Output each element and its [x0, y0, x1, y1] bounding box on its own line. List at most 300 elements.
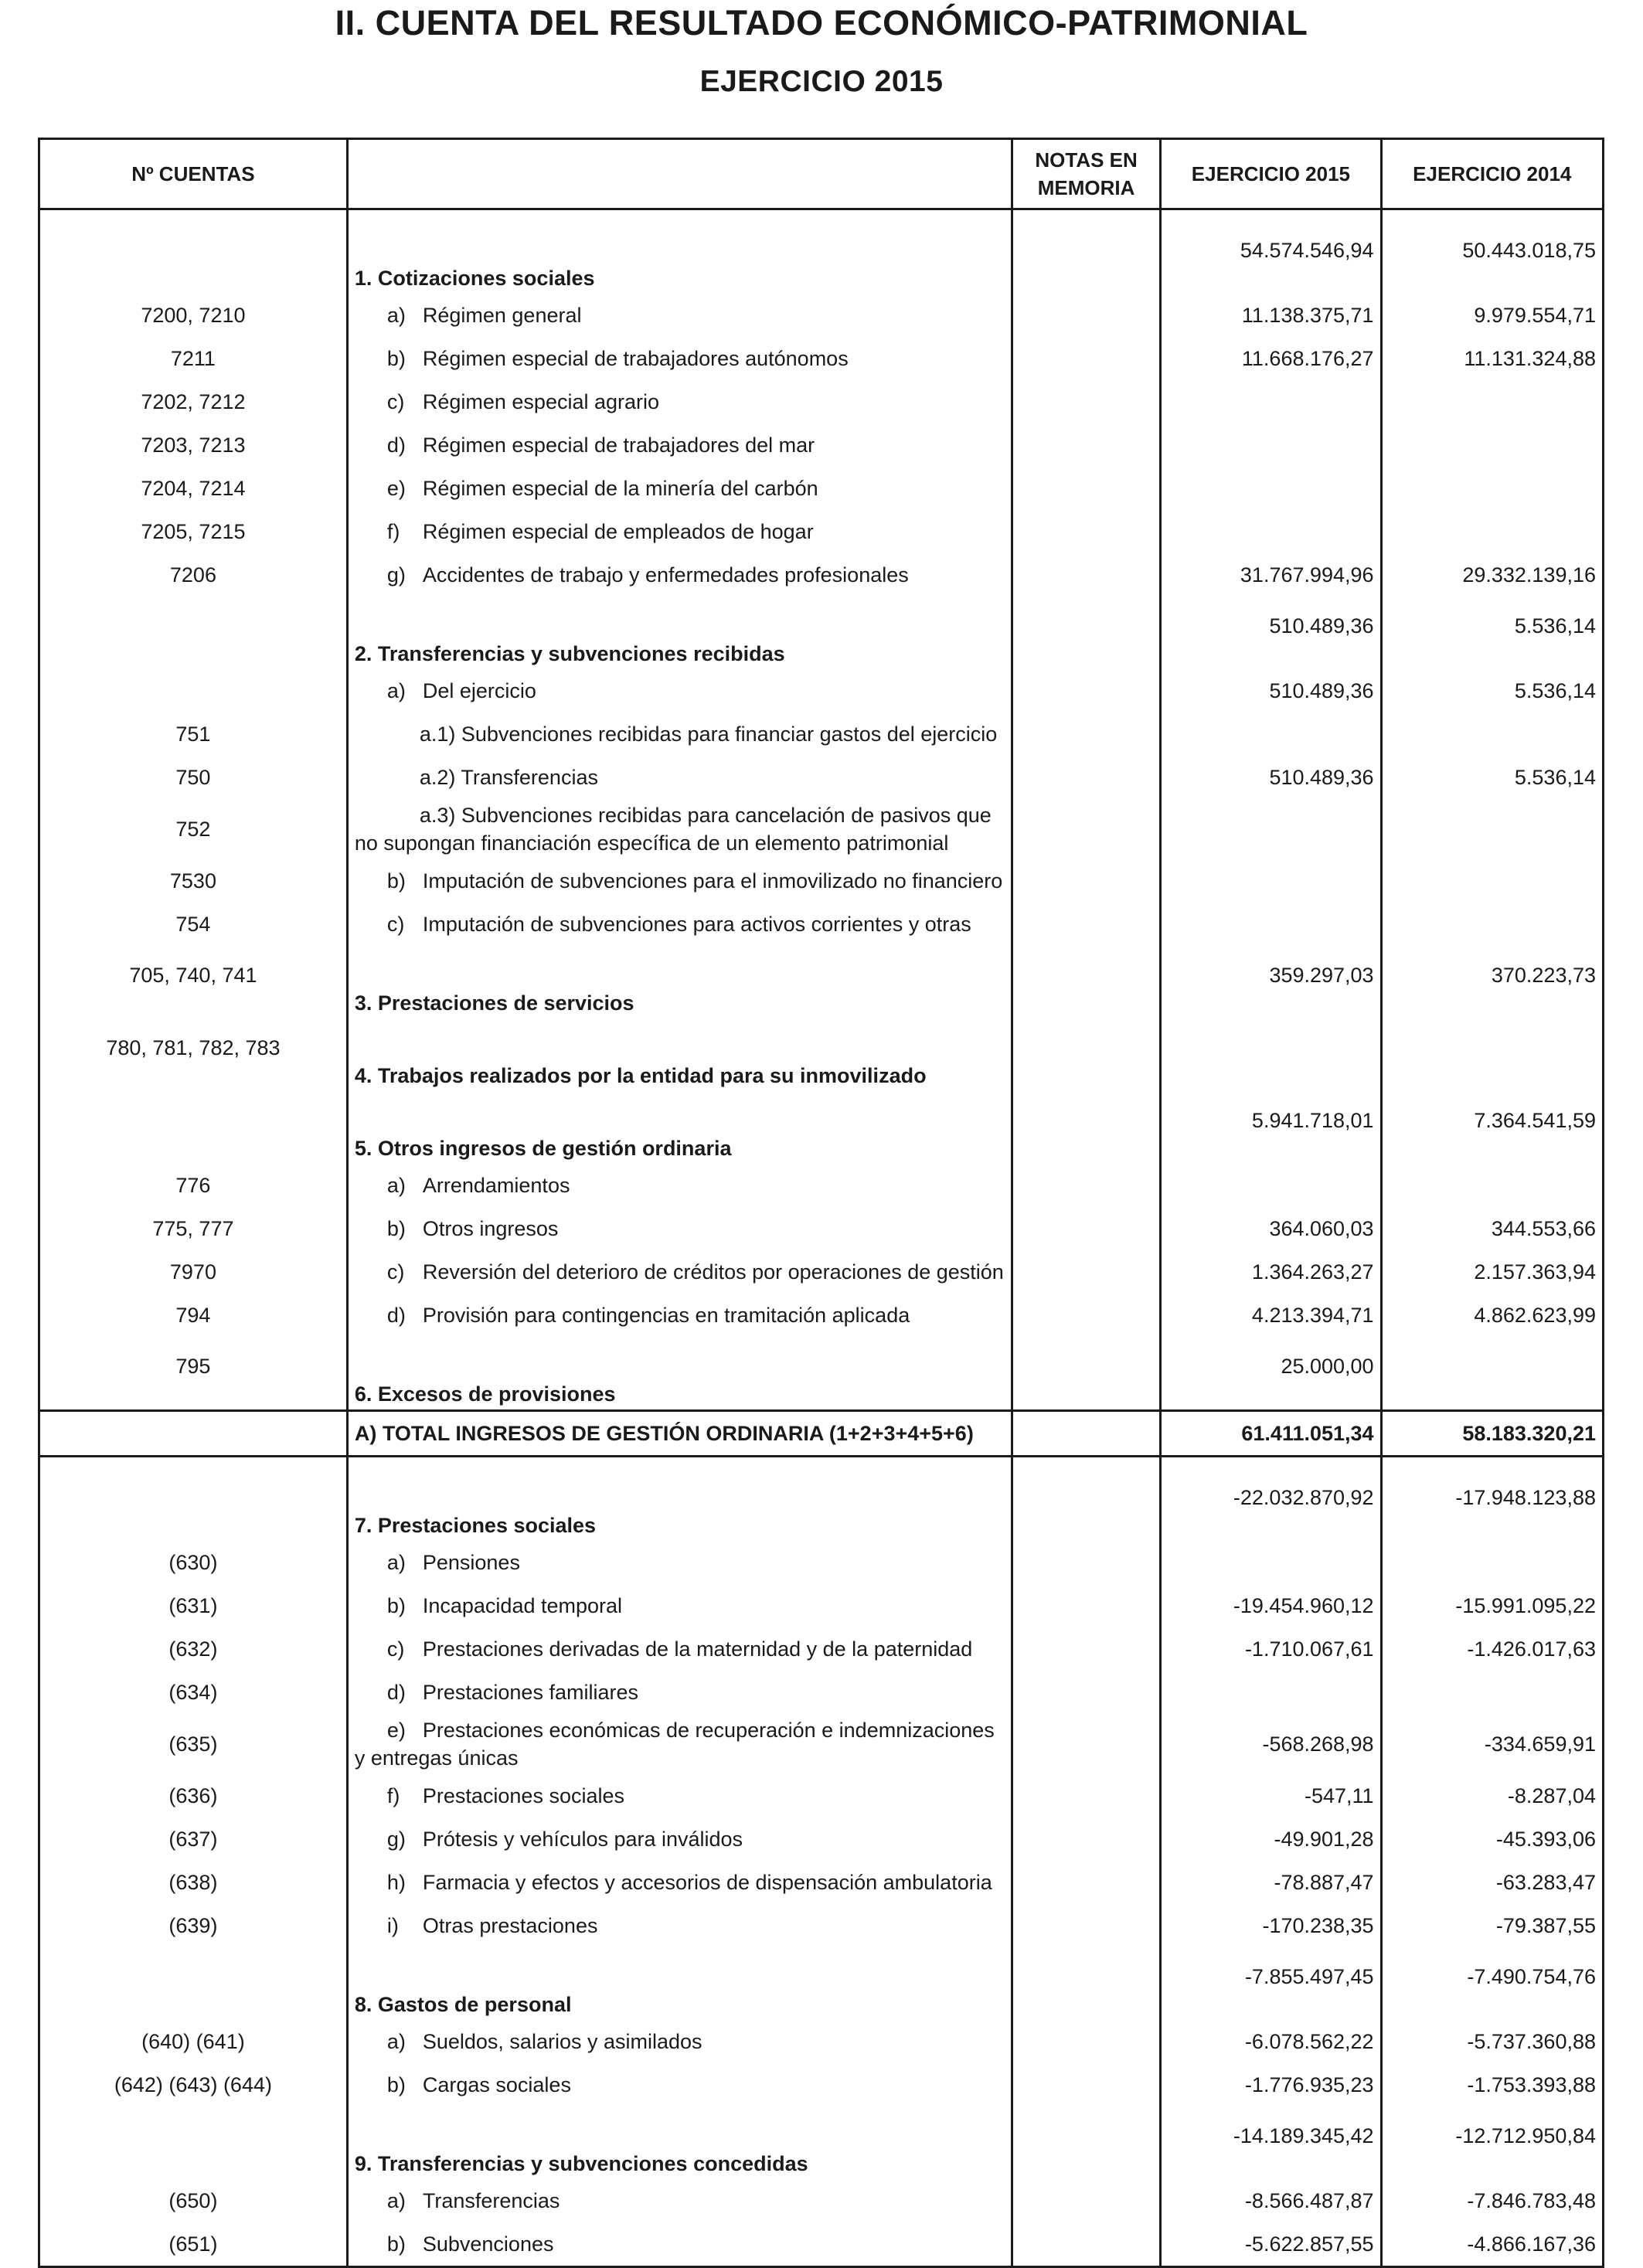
table-row	[39, 1541, 1604, 1584]
table-row	[39, 1164, 1604, 1207]
item-letter: b)	[386, 347, 406, 370]
value-2014	[1381, 1018, 1603, 1091]
item-label: Provisión para contingencias en tramitación aplicada	[422, 1304, 910, 1327]
item-letter: a)	[386, 1551, 406, 1574]
value-2014: -45.393,06	[1381, 1817, 1603, 1861]
concept-cell	[347, 553, 1012, 597]
item-letter: b)	[386, 1594, 406, 1617]
value-2014	[1381, 903, 1603, 946]
item-label-cont: y entregas únicas	[354, 1746, 519, 1770]
notes-cell	[1012, 1164, 1160, 1207]
section-label: 3. Prestaciones de servicios	[347, 946, 1012, 1018]
account-cell: 750	[39, 756, 348, 799]
item-label: Farmacia y efectos y accesorios de dispensación ambulatoria	[422, 1871, 992, 1894]
item-label: Del ejercicio	[422, 679, 536, 702]
spacer-cell	[1381, 1457, 1603, 1469]
concept-cell	[347, 1904, 1012, 1947]
value-2015	[1161, 510, 1381, 553]
value-2015: 11.138.375,71	[1161, 294, 1381, 337]
value-2015: 5.941.718,01	[1161, 1091, 1381, 1164]
item-letter: a)	[386, 1174, 406, 1197]
spacer-row	[39, 209, 1604, 222]
item-letter: c)	[386, 1637, 405, 1661]
concept-cell	[347, 1250, 1012, 1294]
item-letter: f)	[386, 1784, 400, 1807]
table-row	[39, 294, 1604, 337]
notes-cell	[1012, 756, 1160, 799]
item-label: Otros ingresos	[422, 1217, 559, 1240]
value-2015	[1161, 423, 1381, 467]
notes-cell	[1012, 1817, 1160, 1861]
item-label: Régimen general	[422, 304, 582, 327]
notes-cell	[1012, 669, 1160, 712]
value-2014: 370.223,73	[1381, 946, 1603, 1018]
subitem-label: a.3) Subvenciones recibidas para cancelación de pasivos que	[419, 804, 992, 827]
account-cell: (631)	[39, 1584, 348, 1627]
item-letter: d)	[386, 434, 406, 457]
total-row	[39, 1411, 1604, 1457]
table-body	[39, 209, 1604, 2267]
table-row	[39, 553, 1604, 597]
value-2014: -17.948.123,88	[1381, 1468, 1603, 1541]
account-cell: 7205, 7215	[39, 510, 348, 553]
concept-cell	[347, 1774, 1012, 1817]
value-2014: 5.536,14	[1381, 669, 1603, 712]
table-row	[39, 467, 1604, 510]
concept-cell	[347, 859, 1012, 903]
value-2015: 510.489,36	[1161, 669, 1381, 712]
section-row	[39, 597, 1604, 669]
notes-cell	[1012, 799, 1160, 859]
notes-cell	[1012, 946, 1160, 1018]
value-2014: 29.332.139,16	[1381, 553, 1603, 597]
section-label: 4. Trabajos realizados por la entidad para su inmovilizado	[347, 1018, 1012, 1091]
account-cell: 7206	[39, 553, 348, 597]
concept-cell	[347, 380, 1012, 423]
item-label: Imputación de subvenciones para el inmovilizado no financiero	[422, 869, 1003, 893]
concept-cell	[347, 669, 1012, 712]
notes-cell	[1012, 1947, 1160, 2020]
account-cell: 7204, 7214	[39, 467, 348, 510]
item-letter: d)	[386, 1304, 406, 1327]
value-2014: -5.737.360,88	[1381, 2020, 1603, 2063]
item-letter: a)	[386, 2189, 406, 2212]
header-ejercicio-2015: EJERCICIO 2015	[1161, 139, 1381, 209]
value-2014: -4.866.167,36	[1381, 2222, 1603, 2267]
concept-cell	[347, 1541, 1012, 1584]
item-label: Cargas sociales	[422, 2073, 571, 2096]
item-label: Reversión del deterioro de créditos por operaciones de gestión	[422, 1260, 1004, 1284]
table-row	[39, 1817, 1604, 1861]
value-2014: -12.712.950,84	[1381, 2106, 1603, 2179]
section-label: 5. Otros ingresos de gestión ordinaria	[347, 1091, 1012, 1164]
notes-cell	[1012, 1337, 1160, 1411]
account-cell: 776	[39, 1164, 348, 1207]
table-row	[39, 799, 1604, 859]
concept-cell	[347, 510, 1012, 553]
item-label: Prestaciones sociales	[422, 1784, 624, 1807]
section-label: 2. Transferencias y subvenciones recibidas	[347, 597, 1012, 669]
item-letter: a)	[386, 679, 406, 702]
item-letter: a)	[386, 2030, 406, 2053]
item-letter: f)	[386, 520, 400, 543]
value-2014	[1381, 1541, 1603, 1584]
total-label: A) TOTAL INGRESOS DE GESTIÓN ORDINARIA (1+2+3+4+5+6)	[347, 1411, 1012, 1457]
account-cell: 7211	[39, 337, 348, 380]
table-row	[39, 1671, 1604, 1714]
value-2015: -8.566.487,87	[1161, 2179, 1381, 2222]
notes-cell	[1012, 1091, 1160, 1164]
table-row	[39, 1584, 1604, 1627]
value-2015	[1161, 1018, 1381, 1091]
spacer-cell	[1161, 1457, 1381, 1469]
item-letter: i)	[386, 1914, 399, 1937]
account-cell: 7530	[39, 859, 348, 903]
concept-cell	[347, 467, 1012, 510]
notes-cell	[1012, 1904, 1160, 1947]
value-2015: -22.032.870,92	[1161, 1468, 1381, 1541]
value-2015: 25.000,00	[1161, 1337, 1381, 1411]
value-2015: -1.776.935,23	[1161, 2063, 1381, 2106]
notes-cell	[1012, 2179, 1160, 2222]
spacer-cell	[39, 1457, 348, 1469]
item-letter: g)	[386, 1828, 406, 1851]
concept-cell	[347, 1584, 1012, 1627]
account-cell	[39, 2106, 348, 2179]
spacer-cell	[1012, 209, 1160, 222]
notes-cell	[1012, 859, 1160, 903]
value-2014: -7.490.754,76	[1381, 1947, 1603, 2020]
section-label: 6. Excesos de provisiones	[347, 1337, 1012, 1411]
value-2014: -7.846.783,48	[1381, 2179, 1603, 2222]
value-2015: 510.489,36	[1161, 597, 1381, 669]
value-2015: -568.268,98	[1161, 1714, 1381, 1774]
notes-cell	[1012, 553, 1160, 597]
value-2014: -334.659,91	[1381, 1714, 1603, 1774]
notes-cell	[1012, 712, 1160, 756]
notes-cell	[1012, 1671, 1160, 1714]
value-2014: 7.364.541,59	[1381, 1091, 1603, 1164]
section-row	[39, 1947, 1604, 2020]
value-2014: -15.991.095,22	[1381, 1584, 1603, 1627]
value-2014: 50.443.018,75	[1381, 221, 1603, 294]
value-2014: -79.387,55	[1381, 1904, 1603, 1947]
notes-cell	[1012, 1018, 1160, 1091]
table-row	[39, 423, 1604, 467]
item-letter: g)	[386, 563, 406, 587]
account-cell: (637)	[39, 1817, 348, 1861]
item-label: Transferencias	[422, 2189, 560, 2212]
account-cell: (638)	[39, 1861, 348, 1904]
header-ejercicio-2014: EJERCICIO 2014	[1381, 139, 1603, 209]
value-2014: -1.753.393,88	[1381, 2063, 1603, 2106]
account-cell: 7203, 7213	[39, 423, 348, 467]
notes-cell	[1012, 1714, 1160, 1774]
item-label: Régimen especial de empleados de hogar	[422, 520, 814, 543]
table-row	[39, 1250, 1604, 1294]
concept-cell	[347, 1294, 1012, 1337]
value-2015: 510.489,36	[1161, 756, 1381, 799]
item-letter: b)	[386, 2232, 406, 2256]
value-2014	[1381, 510, 1603, 553]
value-2015: -7.855.497,45	[1161, 1947, 1381, 2020]
section-row	[39, 221, 1604, 294]
account-cell: (639)	[39, 1904, 348, 1947]
item-letter: c)	[386, 1260, 405, 1284]
value-2014	[1381, 423, 1603, 467]
concept-cell	[347, 294, 1012, 337]
value-2015	[1161, 1541, 1381, 1584]
value-2015	[1161, 712, 1381, 756]
table-row	[39, 2063, 1604, 2106]
section-label: 8. Gastos de personal	[347, 1947, 1012, 2020]
value-2014	[1381, 1164, 1603, 1207]
account-cell	[39, 221, 348, 294]
item-letter: d)	[386, 1681, 406, 1704]
notes-cell	[1012, 1250, 1160, 1294]
subitem-label-cont: no supongan financiación específica de un elemento patrimonial	[354, 831, 949, 855]
table-row	[39, 712, 1604, 756]
notes-cell	[1012, 423, 1160, 467]
item-label: Otras prestaciones	[422, 1914, 598, 1937]
account-cell: 7200, 7210	[39, 294, 348, 337]
concept-cell	[347, 1627, 1012, 1671]
account-cell	[39, 669, 348, 712]
concept-cell	[347, 1817, 1012, 1861]
value-2015: 4.213.394,71	[1161, 1294, 1381, 1337]
concept-cell	[347, 2020, 1012, 2063]
header-concepto	[347, 139, 1012, 209]
table-row	[39, 756, 1604, 799]
value-2014	[1381, 712, 1603, 756]
table-row	[39, 337, 1604, 380]
item-label: Régimen especial agrario	[422, 390, 660, 413]
concept-cell	[347, 903, 1012, 946]
subitem-label: a.2) Transferencias	[419, 766, 598, 789]
account-cell	[39, 597, 348, 669]
table-row	[39, 1861, 1604, 1904]
table-row	[39, 2222, 1604, 2267]
notes-cell	[1012, 2020, 1160, 2063]
item-label: Régimen especial de trabajadores del mar	[422, 434, 815, 457]
value-2014: 5.536,14	[1381, 756, 1603, 799]
value-2014: -63.283,47	[1381, 1861, 1603, 1904]
item-letter: e)	[386, 477, 406, 500]
page-title: II. CUENTA DEL RESULTADO ECONÓMICO-PATRIMONIAL	[335, 3, 1308, 43]
item-letter: h)	[386, 1871, 406, 1894]
value-2014	[1381, 859, 1603, 903]
section-row	[39, 1337, 1604, 1411]
notes-cell	[1012, 337, 1160, 380]
account-cell: (636)	[39, 1774, 348, 1817]
concept-cell	[347, 337, 1012, 380]
notes-cell	[1012, 1468, 1160, 1541]
concept-cell	[347, 2222, 1012, 2267]
item-label: Prótesis y vehículos para inválidos	[422, 1828, 743, 1851]
concept-cell	[347, 423, 1012, 467]
concept-cell	[347, 1671, 1012, 1714]
notes-cell	[1012, 1207, 1160, 1250]
notes-cell	[1012, 294, 1160, 337]
table-row	[39, 669, 1604, 712]
concept-cell	[347, 1207, 1012, 1250]
value-2015	[1161, 467, 1381, 510]
table-header-row	[39, 139, 1604, 209]
notes-cell	[1012, 597, 1160, 669]
item-letter: e)	[386, 1719, 406, 1742]
item-letter: b)	[386, 2073, 406, 2096]
spacer-cell	[1381, 209, 1603, 222]
table-row	[39, 1904, 1604, 1947]
value-2014	[1381, 467, 1603, 510]
value-2014: 344.553,66	[1381, 1207, 1603, 1250]
concept-cell	[347, 1861, 1012, 1904]
item-label: Subvenciones	[422, 2232, 554, 2256]
table-row	[39, 2179, 1604, 2222]
table-row	[39, 1207, 1604, 1250]
account-cell: 751	[39, 712, 348, 756]
account-cell: 794	[39, 1294, 348, 1337]
header-cuentas: Nº CUENTAS	[39, 139, 348, 209]
account-cell: 775, 777	[39, 1207, 348, 1250]
value-2015	[1161, 903, 1381, 946]
account-cell: (650)	[39, 2179, 348, 2222]
item-letter: c)	[386, 913, 405, 936]
account-cell: (632)	[39, 1627, 348, 1671]
header-notas: NOTAS EN MEMORIA	[1012, 139, 1160, 209]
notes-cell	[1012, 1774, 1160, 1817]
notes-cell	[1012, 1541, 1160, 1584]
item-label: Prestaciones familiares	[422, 1681, 638, 1704]
table-row	[39, 1774, 1604, 1817]
account-cell: 705, 740, 741	[39, 946, 348, 1018]
concept-cell	[347, 712, 1012, 756]
table-row	[39, 1627, 1604, 1671]
notes-cell	[1012, 221, 1160, 294]
section-row	[39, 1018, 1604, 1091]
notes-cell	[1012, 2063, 1160, 2106]
item-label: Pensiones	[422, 1551, 520, 1574]
account-cell	[39, 1091, 348, 1164]
table-row	[39, 859, 1604, 903]
subitem-label: a.1) Subvenciones recibidas para financiar gastos del ejercicio	[419, 723, 998, 746]
value-2014: 9.979.554,71	[1381, 294, 1603, 337]
value-2014: 58.183.320,21	[1381, 1411, 1603, 1457]
concept-cell	[347, 1714, 1012, 1774]
spacer-cell	[1012, 1457, 1160, 1469]
section-row	[39, 1091, 1604, 1164]
notes-cell	[1012, 1411, 1160, 1457]
item-letter: b)	[386, 869, 406, 893]
spacer-cell	[347, 1457, 1012, 1469]
value-2015: 31.767.994,96	[1161, 553, 1381, 597]
value-2015: -5.622.857,55	[1161, 2222, 1381, 2267]
account-cell: (634)	[39, 1671, 348, 1714]
item-letter: c)	[386, 390, 405, 413]
value-2014: -8.287,04	[1381, 1774, 1603, 1817]
concept-cell	[347, 799, 1012, 859]
table-row	[39, 1294, 1604, 1337]
value-2015: 54.574.546,94	[1161, 221, 1381, 294]
account-cell	[39, 1411, 348, 1457]
value-2015: -1.710.067,61	[1161, 1627, 1381, 1671]
table-row	[39, 1714, 1604, 1774]
account-cell: 780, 781, 782, 783	[39, 1018, 348, 1091]
notes-cell	[1012, 380, 1160, 423]
notes-cell	[1012, 1294, 1160, 1337]
account-cell: (635)	[39, 1714, 348, 1774]
value-2015: -14.189.345,42	[1161, 2106, 1381, 2179]
value-2014: 11.131.324,88	[1381, 337, 1603, 380]
spacer-cell	[39, 209, 348, 222]
value-2014	[1381, 380, 1603, 423]
section-row	[39, 2106, 1604, 2179]
account-cell: 7970	[39, 1250, 348, 1294]
value-2015: -547,11	[1161, 1774, 1381, 1817]
account-cell: 752	[39, 799, 348, 859]
concept-cell	[347, 2063, 1012, 2106]
value-2014: 5.536,14	[1381, 597, 1603, 669]
value-2015: 1.364.263,27	[1161, 1250, 1381, 1294]
notes-cell	[1012, 1584, 1160, 1627]
value-2014: -1.426.017,63	[1381, 1627, 1603, 1671]
item-label: Prestaciones derivadas de la maternidad y de la paternidad	[422, 1637, 973, 1661]
account-cell: (642) (643) (644)	[39, 2063, 348, 2106]
value-2015: 11.668.176,27	[1161, 337, 1381, 380]
account-cell	[39, 1468, 348, 1541]
notes-cell	[1012, 1861, 1160, 1904]
spacer-row	[39, 1457, 1604, 1469]
account-cell: (640) (641)	[39, 2020, 348, 2063]
item-letter: b)	[386, 1217, 406, 1240]
value-2015: -78.887,47	[1161, 1861, 1381, 1904]
section-row	[39, 1468, 1604, 1541]
item-label: Incapacidad temporal	[422, 1594, 623, 1617]
table-row	[39, 903, 1604, 946]
value-2015: 359.297,03	[1161, 946, 1381, 1018]
item-label: Prestaciones económicas de recuperación e indemnizaciones	[422, 1719, 995, 1742]
value-2015	[1161, 859, 1381, 903]
table-row	[39, 510, 1604, 553]
item-letter: a)	[386, 304, 406, 327]
income-statement-table	[38, 138, 1604, 2268]
notes-cell	[1012, 903, 1160, 946]
account-cell: (651)	[39, 2222, 348, 2267]
concept-cell	[347, 2179, 1012, 2222]
spacer-cell	[1161, 209, 1381, 222]
concept-cell	[347, 756, 1012, 799]
value-2015: 364.060,03	[1161, 1207, 1381, 1250]
value-2014	[1381, 799, 1603, 859]
spacer-cell	[347, 209, 1012, 222]
page-subtitle: EJERCICIO 2015	[699, 65, 944, 98]
notes-cell	[1012, 510, 1160, 553]
notes-cell	[1012, 467, 1160, 510]
item-label: Régimen especial de trabajadores autónomos	[422, 347, 849, 370]
value-2015: 61.411.051,34	[1161, 1411, 1381, 1457]
section-row	[39, 946, 1604, 1018]
value-2015: -19.454.960,12	[1161, 1584, 1381, 1627]
value-2015: -49.901,28	[1161, 1817, 1381, 1861]
notes-cell	[1012, 2222, 1160, 2267]
account-cell: (630)	[39, 1541, 348, 1584]
value-2015: -6.078.562,22	[1161, 2020, 1381, 2063]
account-cell: 754	[39, 903, 348, 946]
item-label: Sueldos, salarios y asimilados	[422, 2030, 702, 2053]
value-2015	[1161, 380, 1381, 423]
value-2015	[1161, 1164, 1381, 1207]
section-label: 7. Prestaciones sociales	[347, 1468, 1012, 1541]
